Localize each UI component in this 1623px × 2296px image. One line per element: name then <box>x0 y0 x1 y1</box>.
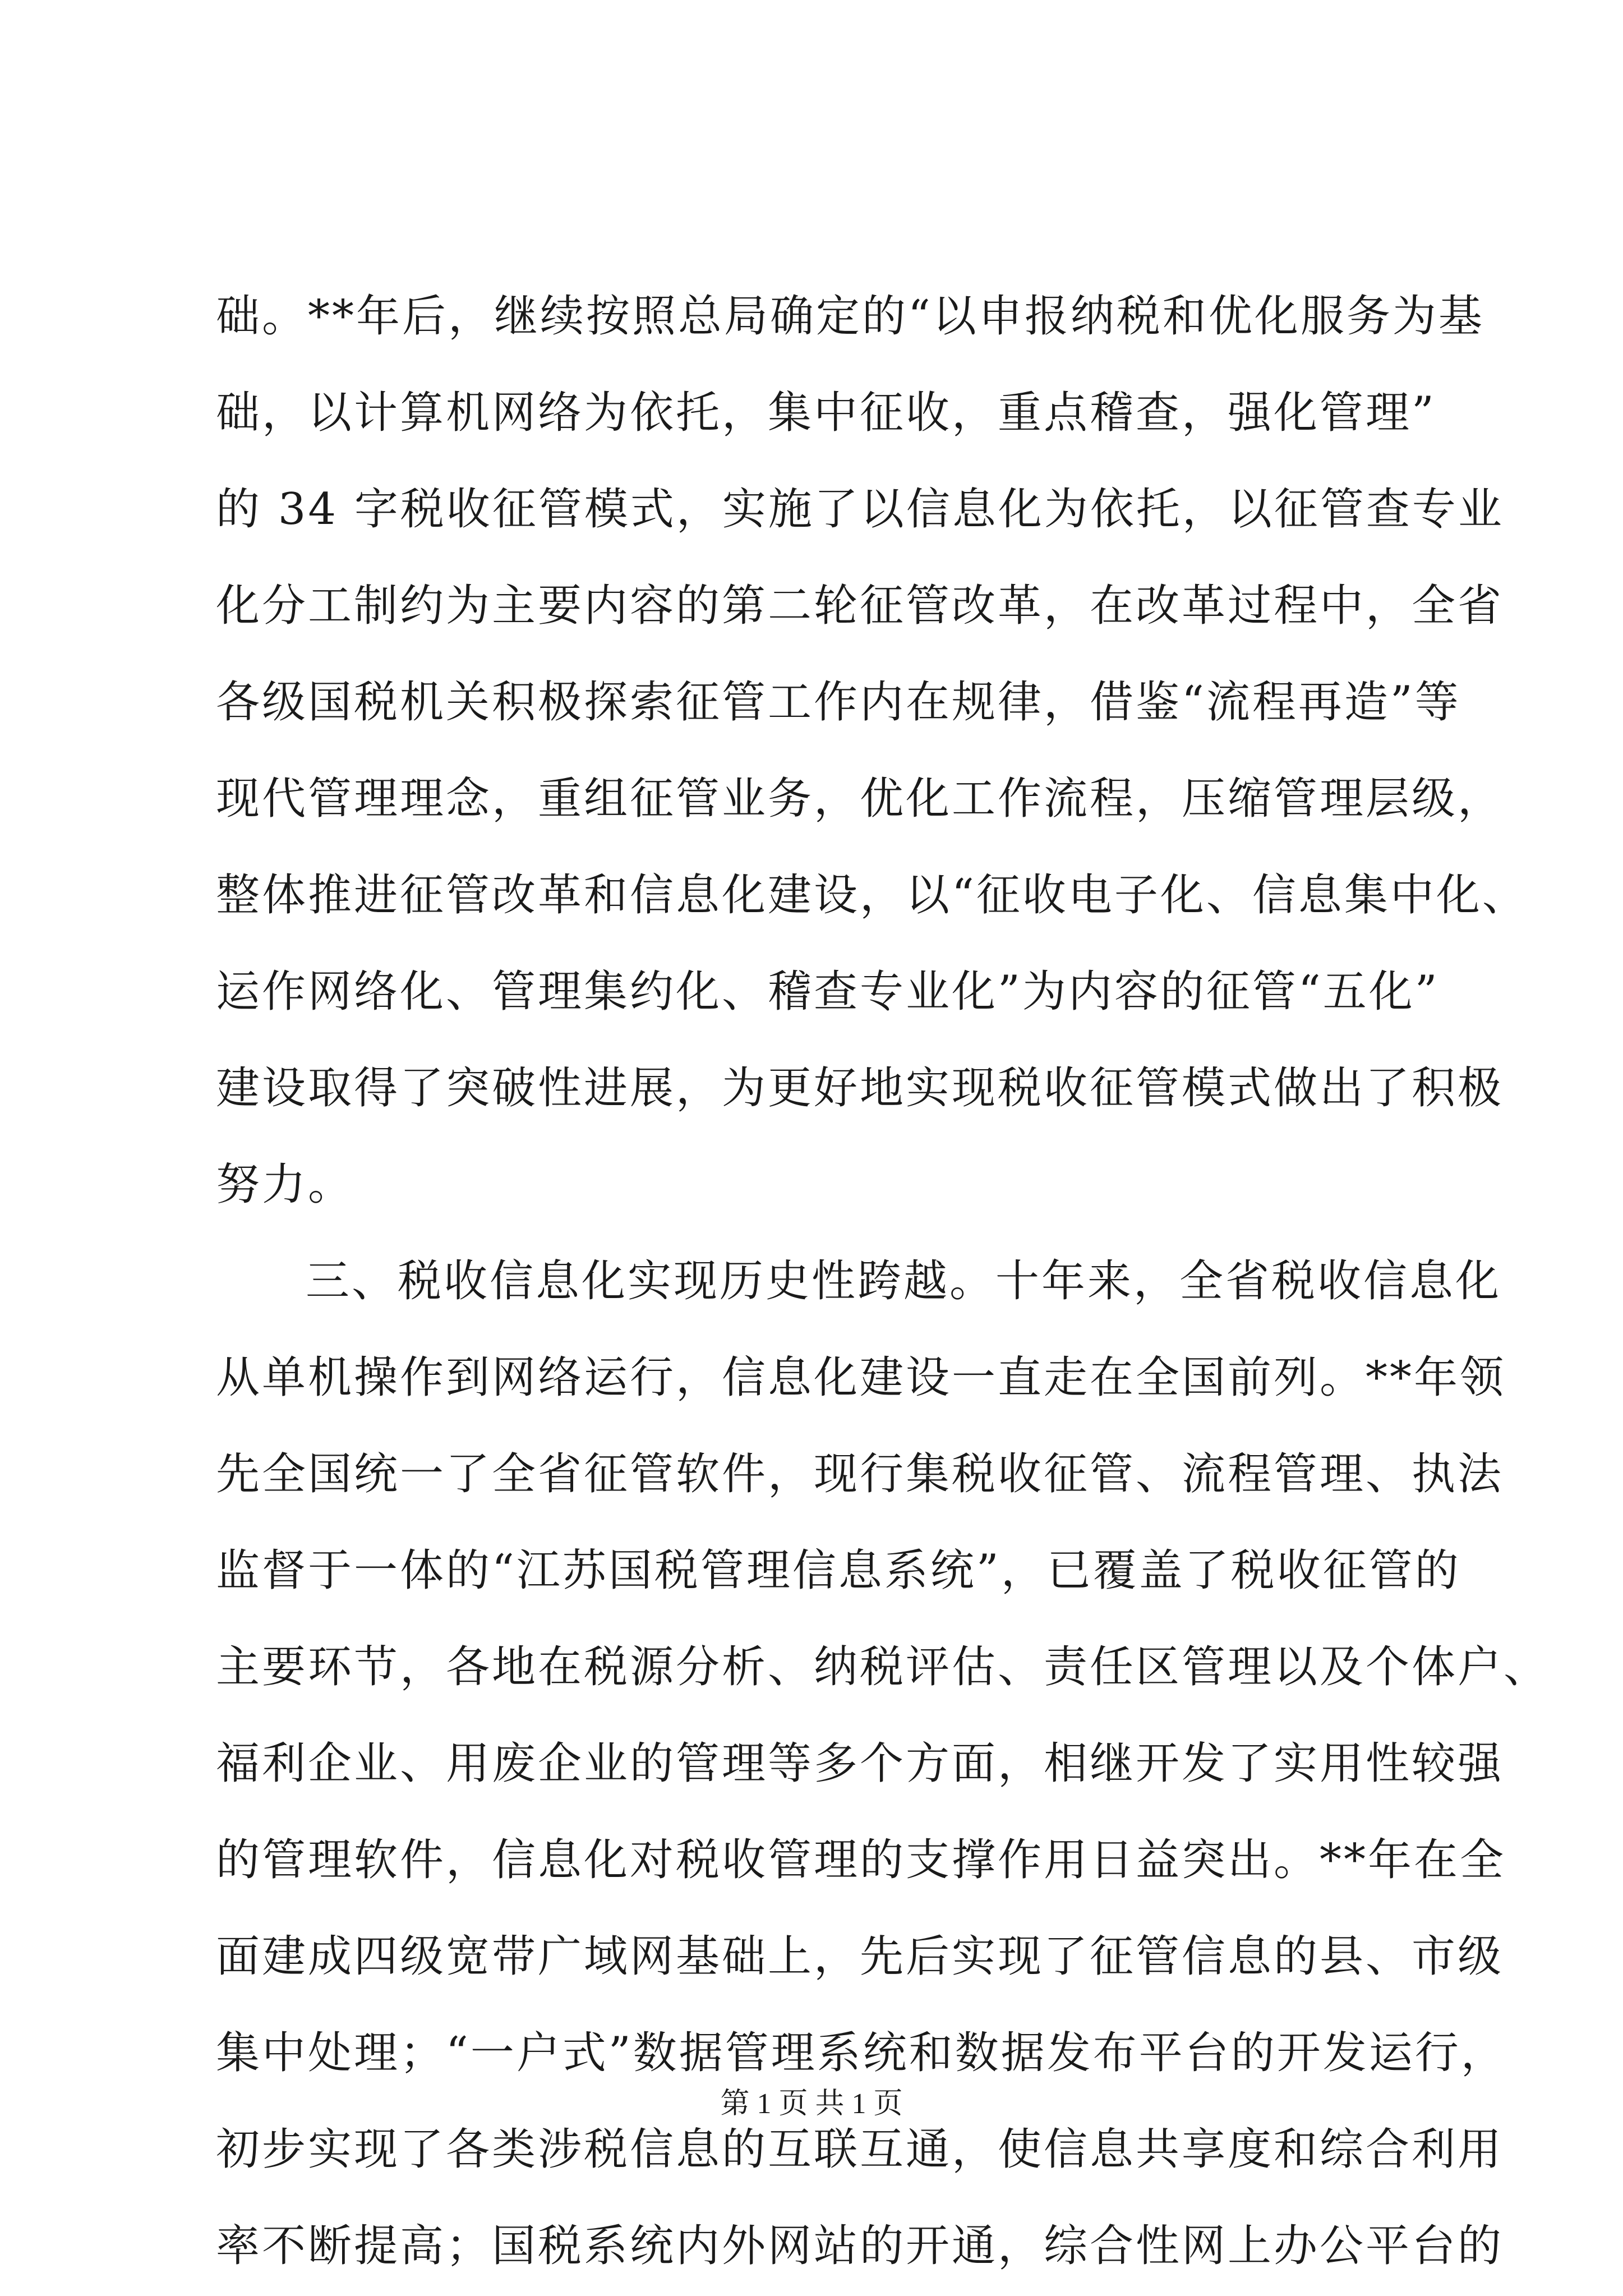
text-line: 监督于一体的“江苏国税管理信息系统”，已覆盖了税收征管的 <box>216 1545 1461 1596</box>
text-line: 努力。 <box>216 1159 354 1210</box>
document-body <box>216 268 1550 2294</box>
text-line: 从单机操作到网络运行，信息化建设一直走在全国前列。**年领 <box>216 1352 1506 1403</box>
text-line: 面建成四级宽带广域网基础上，先后实现了征管信息的县、市级 <box>216 1931 1504 1982</box>
text-line: 运作网络化、管理集约化、稽查专业化”为内容的征管“五化” <box>216 967 1440 1017</box>
text-line: 各级国税机关积极探索征管工作内在规律，借鉴“流程再造”等 <box>216 677 1461 728</box>
text-line: 础。**年后，继续按照总局确定的“以申报纳税和优化服务为基 <box>216 291 1484 342</box>
text-line: 础，以计算机网络为依托，集中征收，重点稽查，强化管理” <box>216 388 1436 438</box>
text-line: 整体推进征管改革和信息化建设，以“征收电子化、信息集中化、 <box>216 870 1528 921</box>
text-line: 福利企业、用废企业的管理等多个方面，相继开发了实用性较强 <box>216 1738 1504 1789</box>
section-heading-line: 三、税收信息化实现历史性跨越。十年来，全省税收信息化 <box>306 1256 1502 1306</box>
text-line: 初步实现了各类涉税信息的互联互通，使信息共享度和综合利用 <box>216 2124 1504 2175</box>
text-line: 的管理软件，信息化对税收管理的支撑作用日益突出。**年在全 <box>216 1835 1506 1885</box>
page-number-label: 第 1 页 共 1 页 <box>720 2088 903 2120</box>
text-line: 主要环节，各地在税源分析、纳税评估、责任区管理以及个体户、 <box>216 1642 1550 1692</box>
text-line: 的 34 字税收征管模式，实施了以信息化为依托，以征管查专业 <box>216 484 1504 535</box>
text-line: 率不断提高；国税系统内外网站的开通，综合性网上办公平台的 <box>216 2221 1504 2271</box>
text-line: 集中处理；“一户式”数据管理系统和数据发布平台的开发运行， <box>216 2028 1507 2078</box>
text-line: 化分工制约为主要内容的第二轮征管改革，在改革过程中，全省 <box>216 581 1504 631</box>
page-footer <box>0 2085 1623 2124</box>
text-line: 建设取得了突破性进展，为更好地实现税收征管模式做出了积极 <box>216 1063 1504 1114</box>
text-line: 先全国统一了全省征管软件，现行集税收征管、流程管理、执法 <box>216 1449 1504 1499</box>
text-line: 现代管理理念，重组征管业务，优化工作流程，压缩管理层级， <box>216 774 1504 824</box>
